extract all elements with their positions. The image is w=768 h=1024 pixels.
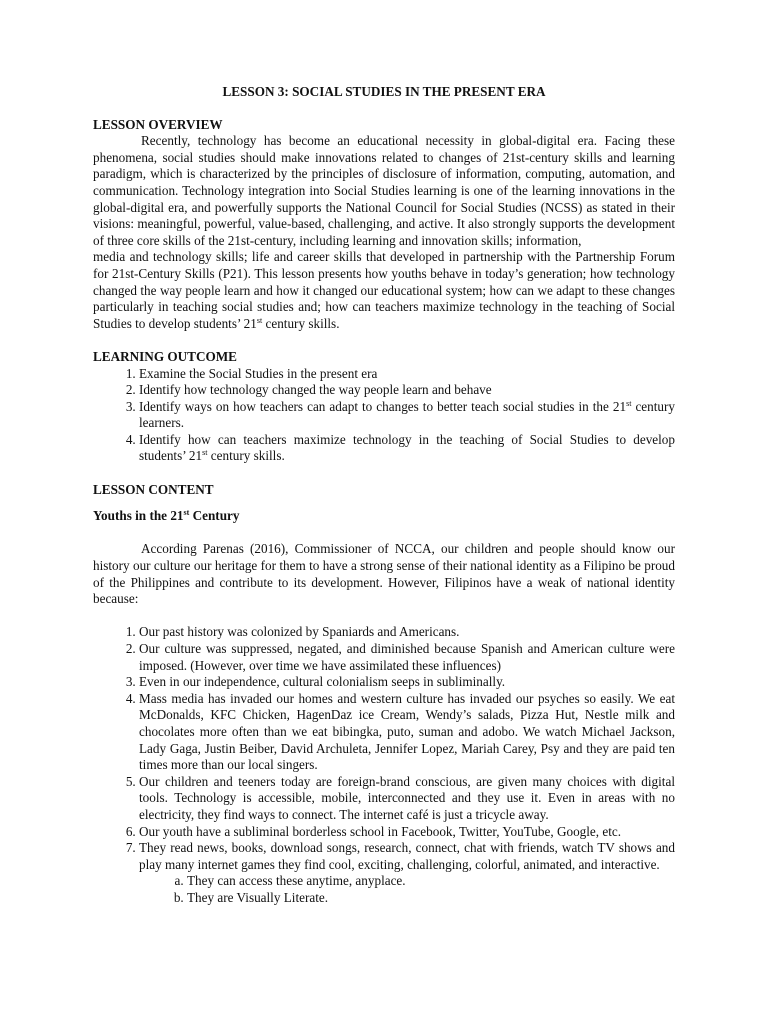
- list-item-text: They read news, books, download songs, research, connect, chat with friends, watch TV shows and play many internet games they find cool, exciting, challenging, colorful, animated, and interactive.: [139, 840, 675, 872]
- lesson-overview-heading: LESSON OVERVIEW: [93, 116, 223, 132]
- lesson-content-heading: LESSON CONTENT: [93, 481, 214, 497]
- sub-list-item: a. They can access these anytime, anyplace.: [187, 873, 675, 890]
- list-item: [139, 432, 675, 465]
- list-item: [139, 399, 675, 432]
- youths-subheading: [93, 508, 675, 525]
- list-item-end: century learners.: [139, 398, 675, 431]
- superscript: st: [256, 315, 263, 325]
- list-item-end: century skills.: [207, 448, 285, 464]
- list-item: 1. Examine the Social Studies in the present era: [139, 366, 675, 383]
- superscript: st: [626, 398, 632, 408]
- list-item: [139, 840, 675, 906]
- subheading-text: Youths in the 21: [93, 508, 184, 524]
- list-item: 3. Even in our independence, cultural colonialism seeps in subliminally.: [139, 674, 675, 691]
- sub-list-item: b. They are Visually Literate.: [187, 890, 675, 907]
- list-item-text: Identify how can teachers maximize technology in the teaching of Social Studies to develop students’ 21: [139, 431, 675, 464]
- overview-paragraph-2: [93, 249, 675, 332]
- list-item: 2. Our culture was suppressed, negated, and diminished because Spanish and American culture were imposed. (However, over time we have assimilated these influences): [139, 641, 675, 674]
- superscript: st: [183, 508, 190, 518]
- overview-paragraph-2-end: century skills.: [262, 315, 340, 331]
- list-item-text: Identify ways on how teachers can adapt to changes to better teach social studies in the 21: [139, 398, 627, 414]
- page-title: LESSON 3: SOCIAL STUDIES IN THE PRESENT ERA: [222, 84, 546, 99]
- superscript: st: [202, 448, 208, 458]
- list-item: 4. Mass media has invaded our homes and western culture has invaded our psyches so easily. We eat McDonalds, KFC Chicken, HagenDaz ice Cream, Wendy’s salads, Pizza Hut, Nestle milk and chocolates more often than we eat bibingka, puto, suman and adobo. We watch Michael Jackson, Lady Gaga, Justin Beiber, David Archuleta, Jennifer Lopez, Mariah Carey, Psy and they are paid ten times more than our local singers.: [139, 691, 675, 774]
- learning-outcome-heading: LEARNING OUTCOME: [93, 348, 237, 364]
- learning-outcome-list: [93, 366, 675, 466]
- list-item: 1. Our past history was colonized by Spaniards and Americans.: [139, 624, 675, 641]
- list-item: 5. Our children and teeners today are foreign-brand conscious, are given many choices with digital tools. Technology is accessible, mobile, interconnected and they use it. Even in areas with no electricity, they find ways to connect. The internet café is just a tricycle away.: [139, 774, 675, 824]
- overview-paragraph-1: Recently, technology has become an educational necessity in global-digital era. Facing these phenomena, social studies should make innovations related to changes of 21st-century skills and learning paradigm, which is characterized by the principles of disclosure of information, computing, automation, and communication. Technology integration into Social Studies learning is one of the learning innovations in the global-digital era, and powerfully supports the National Council for Social Studies (NCSS) as stated in their visions: meaningful, powerful, value-based, challenging, and active. It also strongly supports the development of three core skills of the 21st-century, including learning and innovation skills; information,: [93, 133, 675, 248]
- overview-paragraph-2-text: media and technology skills; life and career skills that developed in partnership with the Partnership Forum for 21st-Century Skills (P21). This lesson presents how youths behave in today’s generation; how technology changed the way people learn and how it changed our educational system; how can we adapt to these changes particularly in teaching social studies and; how can teachers maximize technology in the teaching of Social Studies to develop students’ 21: [93, 249, 675, 331]
- list-item: 6. Our youth have a subliminal borderless school in Facebook, Twitter, YouTube, Google, etc.: [139, 824, 675, 841]
- subheading-end: Century: [189, 508, 240, 524]
- list-item: 2. Identify how technology changed the way people learn and behave: [139, 382, 675, 399]
- content-intro-paragraph: According Parenas (2016), Commissioner of NCCA, our children and people should know our history our culture our heritage for them to have a strong sense of their national identity as a Filipino be proud of the Philippines and contribute to its development. However, Filipinos have a weak of national identity because:: [93, 541, 675, 607]
- reasons-list: [93, 624, 675, 906]
- sub-list: [139, 873, 675, 906]
